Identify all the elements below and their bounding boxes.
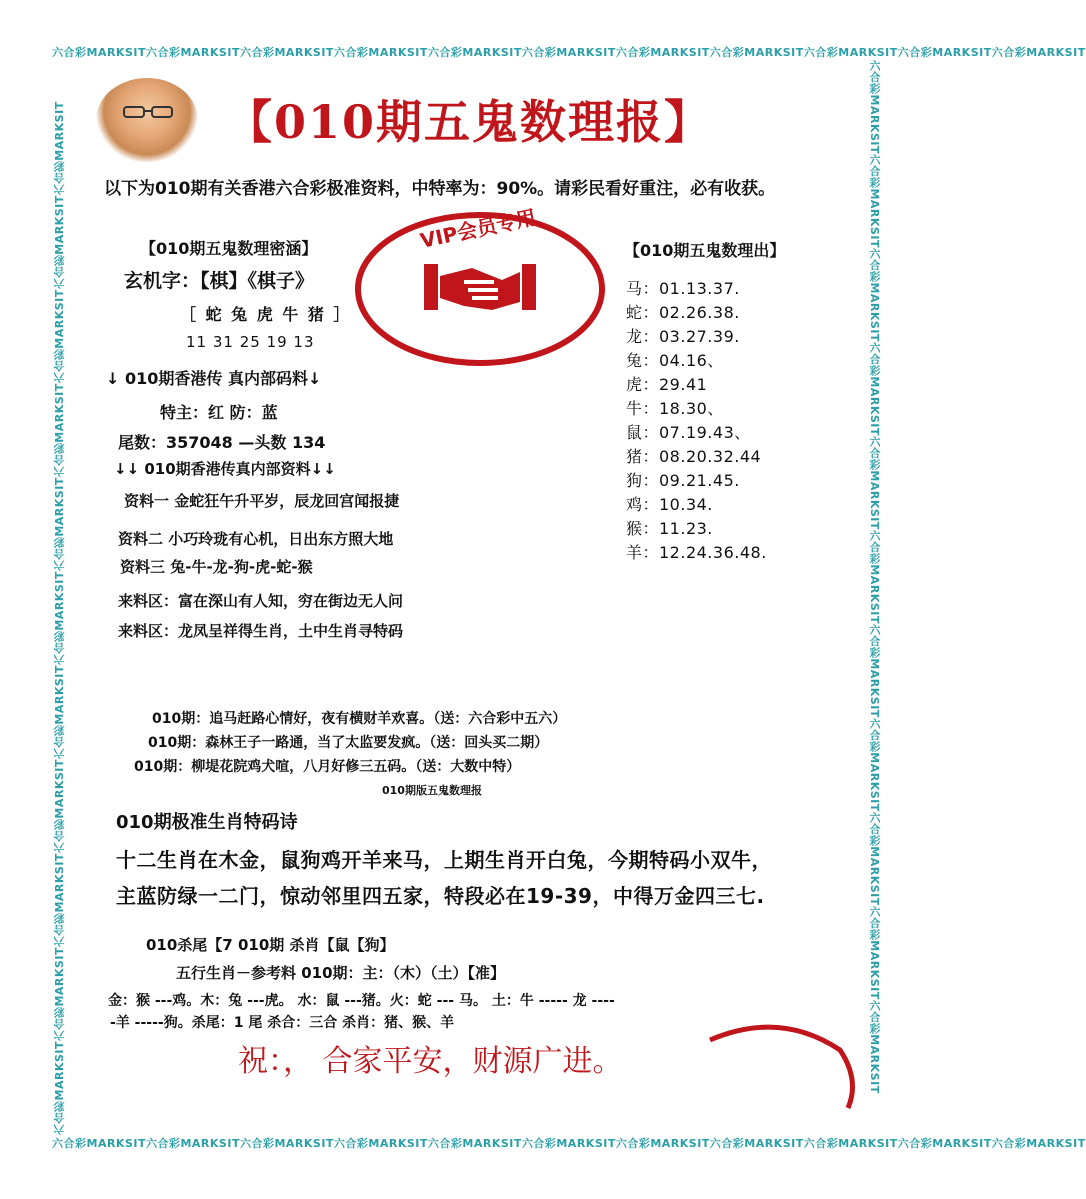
page-title: 【010期五鬼数理报】 [226, 95, 713, 149]
zodiac-row: 蛇：02.26.38. [626, 303, 740, 322]
zodiac-row: 羊：12.24.36.48. [626, 543, 767, 562]
xuanji-text: 玄机字：【棋】《棋子》 [124, 270, 315, 292]
ziliao-3: 资料三 兔-牛-龙-狗-虎-蛇-猴 [120, 558, 313, 576]
zodiac-row: 虎：29.41 [626, 375, 708, 394]
zodiac-row: 狗：09.21.45. [626, 471, 740, 490]
portrait-avatar [96, 78, 198, 162]
poem-line-1: 十二生肖在木金，鼠狗鸡开羊来马，上期生肖开白兔，今期特码小双牛， [116, 848, 772, 872]
zodiac-row: 龙：03.27.39. [626, 327, 740, 346]
ziliao-2: 资料二 小巧玲珑有心机，日出东方照大地 [118, 530, 394, 548]
animals-list: ［ 蛇 兔 虎 牛 猪 ］ [180, 305, 352, 324]
zodiac-row: 猴：11.23. [626, 519, 713, 538]
riddle-1: 010期：追马赶路心情好，夜有横财羊欢喜。（送：六合彩中五六） [152, 711, 567, 727]
poem-title: 010期极准生肖特码诗 [116, 812, 298, 833]
numbers-list: 11 31 25 19 13 [186, 333, 315, 351]
lailiao-2: 来料区：龙凤呈祥得生肖，土中生肖寻特码 [118, 622, 404, 640]
zodiac-row: 兔：04.16、 [626, 351, 724, 370]
hk-fax-code-title: ↓ 010期香港传 真内部码料↓ [106, 369, 322, 388]
ziliao-1: 资料一 金蛇狂午升平岁，辰龙回宫闻报捷 [124, 492, 400, 510]
zodiac-row: 猪：08.20.32.44 [626, 447, 762, 466]
hk-fax-info-title: ↓↓ 010期香港传真内部资料↓↓ [114, 460, 336, 478]
secret-section-title: 【010期五鬼数理密涵】 [140, 239, 318, 258]
lailiao-1: 来料区：富在深山有人知，穷在街边无人问 [118, 592, 404, 610]
elements-line-1: 金：猴 ---鸡。木：兔 ---虎。 水：鼠 ---猪。火：蛇 --- 马。 土：牛 ----- 龙 ---- [108, 993, 615, 1009]
riddle-3: 010期：柳堤花院鸡犬喧，八月好修三五码。（送：大数中特） [134, 759, 521, 775]
glasses-icon [122, 106, 174, 118]
seal-label: VIP会员专用 [418, 204, 539, 253]
border-pattern-left: 六合彩MARKSIT六合彩MARKSIT六合彩MARKSIT六合彩MARKSIT六合彩MARKSIT六合彩MARKSIT六合彩MARKSIT六合彩MARKSIT六合彩MARKSIT六合彩MARKSIT六合彩MARKSIT [53, 101, 66, 1135]
intro-text: 以下为010期有关香港六合彩极准资料，中特率为：90%。请彩民看好重注，必有收获。 [104, 179, 776, 199]
zodiac-row: 鸡：10.34. [626, 495, 713, 514]
elements-line-2: -羊 -----狗。杀尾：1 尾 杀合：三合 杀肖：猪、猴、羊 [110, 1015, 455, 1031]
blessing-text: 祝：， 合家平安，财源广进。 [238, 1044, 623, 1079]
zodiac-row: 鼠：07.19.43、 [626, 423, 751, 442]
poem-line-2: 主蓝防绿一二门，惊动邻里四五家，特段必在19-39，中得万金四三七. [116, 884, 765, 908]
tezhu-text: 特主：红 防：蓝 [160, 403, 278, 422]
shawei-text: 010杀尾【7 010期 杀肖【鼠【狗】 [146, 936, 395, 954]
border-pattern-right: 六合彩MARKSIT六合彩MARKSIT六合彩MARKSIT六合彩MARKSIT六合彩MARKSIT六合彩MARKSIT六合彩MARKSIT六合彩MARKSIT六合彩MARKSIT六合彩MARKSIT六合彩MARKSIT [868, 60, 881, 1094]
edition-label: 010期版五鬼数理报 [382, 784, 482, 797]
zodiac-row: 马：01.13.37. [626, 279, 740, 298]
border-pattern-top: 六合彩MARKSIT六合彩MARKSIT六合彩MARKSIT六合彩MARKSIT六合彩MARKSIT六合彩MARKSIT六合彩MARKSIT六合彩MARKSIT六合彩MARKSIT六合彩MARKSIT六合彩MARKSIT [52, 46, 1086, 59]
zodiac-section-title: 【010期五鬼数理出】 [624, 241, 786, 260]
riddle-2: 010期：森林王子一路通，当了太监要发疯。（送：回头买二期） [148, 735, 549, 751]
weishu-text: 尾数：357048 —头数 134 [118, 433, 326, 452]
zodiac-row: 牛：18.30、 [626, 399, 724, 418]
wuxing-text: 五行生肖－参考料 010期：主：（木）（土）【准】 [176, 964, 506, 982]
decorative-arc-icon [700, 1020, 860, 1120]
vip-seal-icon [352, 206, 608, 372]
border-pattern-bottom: 六合彩MARKSIT六合彩MARKSIT六合彩MARKSIT六合彩MARKSIT六合彩MARKSIT六合彩MARKSIT六合彩MARKSIT六合彩MARKSIT六合彩MARKSIT六合彩MARKSIT六合彩MARKSIT [52, 1137, 1086, 1150]
